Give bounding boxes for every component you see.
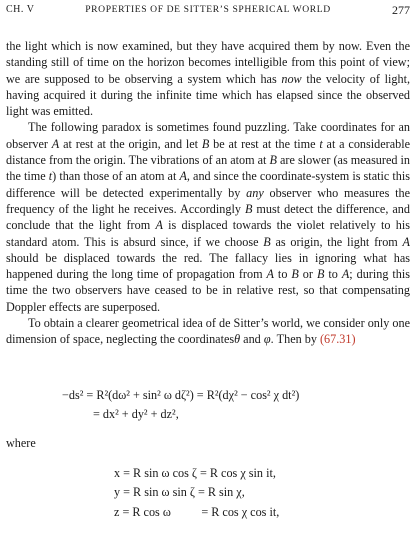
running-header	[6, 4, 410, 18]
chapter-label: CH. V	[6, 4, 35, 15]
equation-line-2: = dx² + dy² + dz²,	[93, 407, 179, 421]
body-text	[6, 38, 410, 348]
paragraph-1: the light which is now examined, but they have acquired them by now. Even the standing still of time on the horizon becomes intelligible from this point of view; we are supposed to be observing a system which has now the velocity of light, having acquired it during the infinite time which has elapsed since the observed light was emitted.	[6, 39, 411, 119]
page-number: 277	[392, 3, 410, 17]
paragraph-2: The following paradox is sometimes found puzzling. Take coordinates for an observer A at rest at the origin, and let B be at rest at the time t at a considerable distance from the origin. The vibrations of an atom at B are slower (as measured in the time t) than those of an atom at A, and since the coordinate-system is static this difference will be detected experimentally by any observer who measures the frequency of the light he receives. Accordingly B must detect the difference, and conclude that the light from A is displaced towards the violet relatively to his standard atom. This is absurd since, if we choose B as origin, the light from A should be displaced towards the red. The fallacy lies in ignoring what has happened during the long time of propagation from A to B or B to A; during this time the two observers have ceased to be in relative rest, so that compensating Doppler effects are superposed.	[6, 120, 411, 314]
paragraph-3: To obtain a clearer geometrical idea of de Sitter’s world, we consider only one dimension of space, neglecting the coordinatesθ and φ. Then by (67.31)	[6, 316, 411, 347]
equation-y: y = R sin ω sin ζ = R sin χ,	[114, 485, 245, 499]
equation-z: z = R cos ω = R cos χ cos it,	[114, 505, 280, 519]
where-label: where	[6, 436, 36, 450]
running-title: PROPERTIES OF DE SITTER’S SPHERICAL WORLD	[85, 4, 331, 15]
equation-line-1: −ds² = R²(dω² + sin² ω dζ²) = R²(dχ² − cos² χ dt²)	[62, 388, 300, 402]
equation-reference-link[interactable]: (67.31)	[319, 332, 356, 347]
equation-x: x = R sin ω cos ζ = R cos χ sin it,	[114, 466, 276, 480]
